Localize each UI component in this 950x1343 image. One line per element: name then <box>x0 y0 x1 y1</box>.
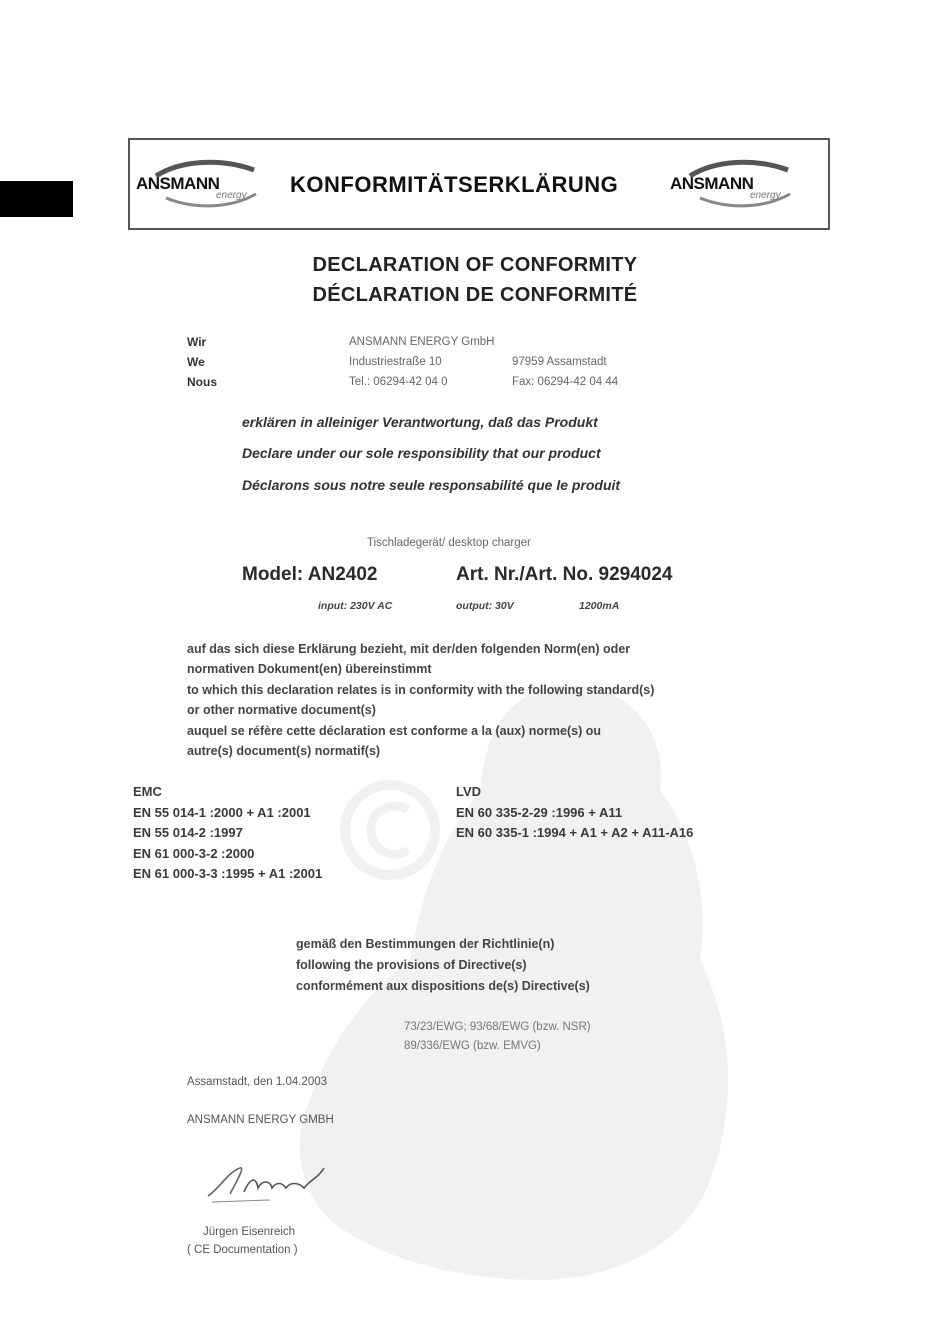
telephone: Tel.: 06294-42 04 0 <box>349 376 448 388</box>
lvd-standards <box>456 782 693 844</box>
title-french: DÉCLARATION DE CONFORMITÉ <box>312 284 638 306</box>
conformity-line: or other normative document(s) <box>187 703 376 717</box>
signature-scribble <box>200 1158 340 1208</box>
conformity-line: auquel se réfère cette déclaration est conforme a la (aux) norme(s) ou <box>187 724 602 738</box>
logo-subtext: energy <box>750 190 781 201</box>
lvd-standard: EN 60 335-2-29 :1996 + A11 <box>456 804 623 820</box>
model-number: Model: AN2402 <box>242 564 378 585</box>
directive-code: 73/23/EWG; 93/68/EWG (bzw. NSR) <box>404 1021 591 1033</box>
signer-name: Jürgen Eisenreich <box>203 1226 296 1238</box>
directive-text: following the provisions of Directive(s) <box>296 958 527 972</box>
directive-code: 89/336/EWG (bzw. EMVG) <box>404 1040 541 1052</box>
conformity-line: to which this declaration relates is in conformity with the following standard(s) <box>187 683 655 697</box>
emc-standard: EN 55 014-2 :1997 <box>133 825 243 840</box>
lvd-standard: EN 60 335-1 :1994 + A1 + A2 + A11-A16 <box>456 825 694 840</box>
emc-heading: EMC <box>133 784 162 799</box>
street-address: Industriestraße 10 <box>349 356 442 368</box>
lvd-heading: LVD <box>456 784 482 799</box>
header-box <box>128 138 830 230</box>
signer-role: ( CE Documentation ) <box>187 1244 298 1256</box>
city-address: 97959 Assamstadt <box>512 356 607 368</box>
directive-codes <box>404 1018 591 1056</box>
footer-company: ANSMANN ENERGY GMBH <box>187 1114 334 1126</box>
label-we: We <box>187 355 205 369</box>
logo-text: ANSMANN <box>670 174 754 193</box>
company-name: ANSMANN ENERGY GmbH <box>349 336 495 348</box>
emc-standards <box>133 782 322 885</box>
statement-german: erklären in alleiniger Verantwortung, daß das Produkt <box>242 414 598 430</box>
ansmann-logo-right <box>670 154 800 214</box>
statement-english: Declare under our sole responsibility that our product <box>242 445 601 461</box>
black-edge-tab <box>0 181 73 217</box>
header-title: KONFORMITÄTSERKLÄRUNG <box>290 172 619 197</box>
conformity-line: auf das sich diese Erklärung bezieht, mit der/den folgenden Norm(en) oder <box>187 642 631 656</box>
output-spec: output: 30V <box>456 600 514 612</box>
statement-french: Déclarons sous notre seule responsabilité que le produit <box>242 477 621 493</box>
emc-standard: EN 55 014-1 :2000 + A1 :2001 <box>133 804 311 820</box>
ansmann-logo-left <box>136 154 266 214</box>
emc-standard: EN 61 000-3-3 :1995 + A1 :2001 <box>133 866 323 881</box>
product-description: Tischladegerät/ desktop charger <box>367 537 531 549</box>
place-and-date: Assamstadt, den 1.04.2003 <box>187 1076 328 1088</box>
label-wir: Wir <box>187 335 207 349</box>
input-spec: input: 230V AC <box>318 600 393 612</box>
directive-text: gemäß den Bestimmungen der Richtlinie(n) <box>296 937 555 951</box>
signature <box>200 1158 340 1208</box>
conformity-line: autre(s) document(s) normatif(s) <box>187 744 381 758</box>
article-number: Art. Nr./Art. No. 9294024 <box>456 564 673 585</box>
label-nous: Nous <box>187 375 217 389</box>
directive-text: conformément aux dispositions de(s) Directive(s) <box>296 979 590 993</box>
conformity-line: normativen Dokument(en) übereinstimmt <box>187 662 432 676</box>
logo-subtext: energy <box>216 190 247 201</box>
logo-text: ANSMANN <box>136 174 220 193</box>
current-spec: 1200mA <box>579 600 620 612</box>
title-english: DECLARATION OF CONFORMITY <box>312 254 638 276</box>
emc-standard: EN 61 000-3-2 :2000 <box>133 845 255 861</box>
fax: Fax: 06294-42 04 44 <box>512 376 619 388</box>
